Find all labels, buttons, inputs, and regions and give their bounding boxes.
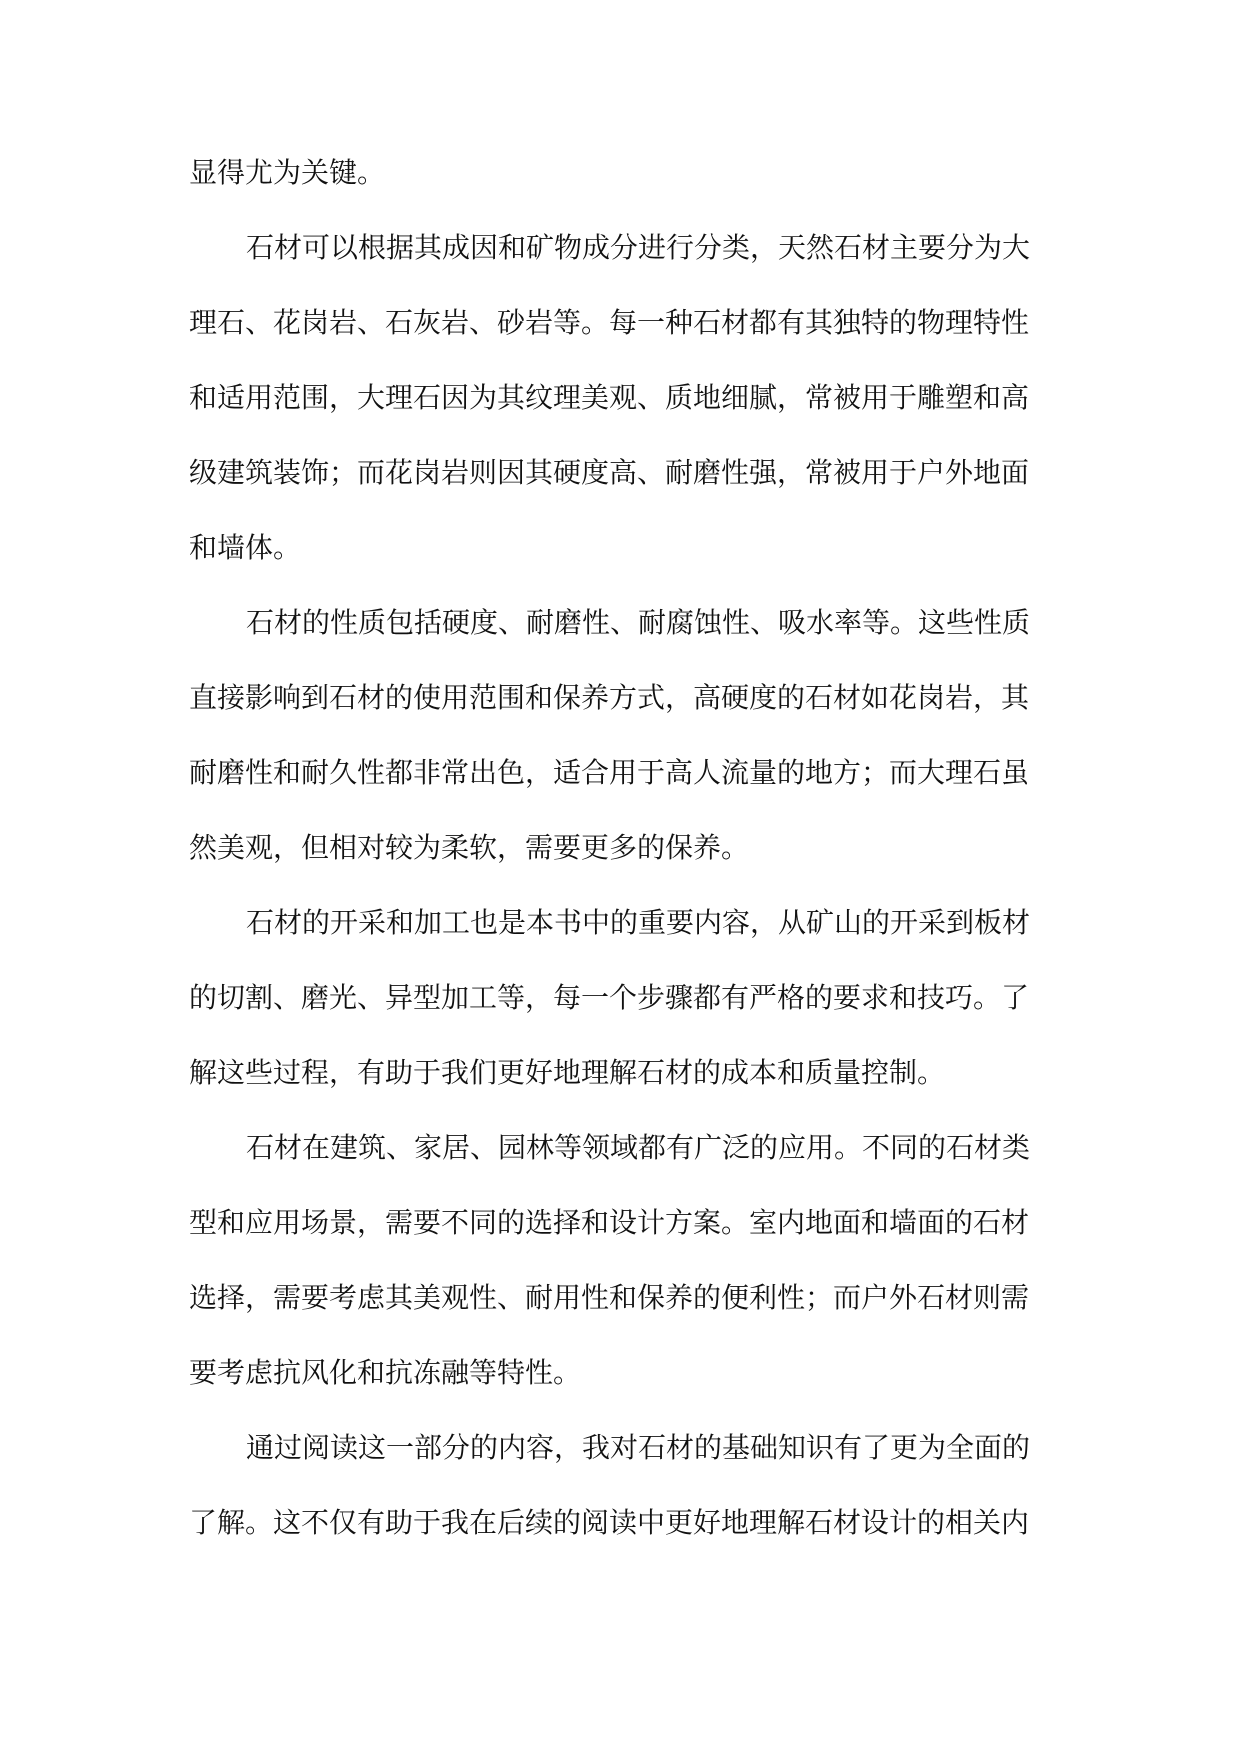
text-line: 级建筑装饰；而花岗岩则因其硬度高、耐磨性强，常被用于户外地面 xyxy=(189,456,1030,489)
text-line: 要考虑抗风化和抗冻融等特性。 xyxy=(189,1356,582,1389)
paragraph-first-line: 石材可以根据其成因和矿物成分进行分类，天然石材主要分为大 xyxy=(246,231,1031,264)
paragraph-first-line: 石材在建筑、家居、园林等领域都有广泛的应用。不同的石材类 xyxy=(246,1131,1031,1164)
text-line: 选择，需要考虑其美观性、耐用性和保养的便利性；而户外石材则需 xyxy=(189,1281,1030,1314)
text-line: 和适用范围，大理石因为其纹理美观、质地细腻，常被用于雕塑和高 xyxy=(189,381,1030,414)
text-line: 和墙体。 xyxy=(189,531,302,564)
text-line: 显得尤为关键。 xyxy=(189,156,386,189)
text-line: 耐磨性和耐久性都非常出色，适合用于高人流量的地方；而大理石虽 xyxy=(189,756,1030,789)
text-line: 直接影响到石材的使用范围和保养方式，高硬度的石材如花岗岩，其 xyxy=(189,681,1030,714)
paragraph-first-line: 石材的性质包括硬度、耐磨性、耐腐蚀性、吸水率等。这些性质 xyxy=(246,606,1031,639)
paragraph-first-line: 石材的开采和加工也是本书中的重要内容，从矿山的开采到板材 xyxy=(246,906,1031,939)
paragraph-first-line: 通过阅读这一部分的内容，我对石材的基础知识有了更为全面的 xyxy=(246,1431,1031,1464)
text-line: 理石、花岗岩、石灰岩、砂岩等。每一种石材都有其独特的物理特性 xyxy=(189,306,1030,339)
text-line: 的切割、磨光、异型加工等，每一个步骤都有严格的要求和技巧。了 xyxy=(189,981,1030,1014)
text-line: 了解。这不仅有助于我在后续的阅读中更好地理解石材设计的相关内 xyxy=(189,1506,1030,1539)
text-line: 型和应用场景，需要不同的选择和设计方案。室内地面和墙面的石材 xyxy=(189,1206,1030,1239)
text-line: 然美观，但相对较为柔软，需要更多的保养。 xyxy=(189,831,750,864)
text-line: 解这些过程，有助于我们更好地理解石材的成本和质量控制。 xyxy=(189,1056,946,1089)
